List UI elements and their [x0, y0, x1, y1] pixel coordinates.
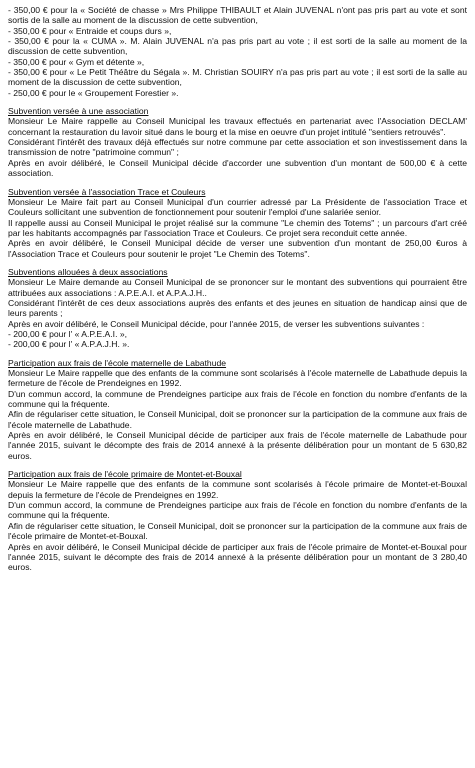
paragraph: Après en avoir délibéré, le Conseil Municipal décide d'accorder une subvention d'un montant de 500,00 € à cette association. — [8, 157, 467, 179]
paragraph: Considérant l'intérêt de ces deux associations auprès des enfants et des jeunes en situation de handicap ainsi que de leurs parents ; — [8, 297, 467, 319]
labathude-school-section — [8, 358, 467, 461]
paragraph: - 350,00 € pour « Gym et détente », — [8, 56, 145, 67]
paragraph: - 350,00 € pour « Entraide et coups durs », — [8, 25, 172, 36]
paragraph: Après en avoir délibéré, le Conseil Municipal décide de participer aux frais de l'école maternelle de Labathude pour l'année 2015, suivant le décompte des frais de 2014 annexé à la présente délibération pour un montant de 5 630,82 euros. — [8, 430, 467, 461]
paragraph: Monsieur Le Maire rappelle que des enfants de la commune sont scolarisés à l'école primaire de Montet-et-Bouxal depuis la fermeture de l'école de Prendeignes en 1992. — [8, 479, 467, 500]
paragraph: Il rappelle aussi au Conseil Municipal le projet réalisé sur la commune "Le chemin des Totems" ; un parcours d'art créé par les habitants accompagnés par l'association Trace et Couleurs. Ce projet sera reconduit cette année. — [8, 217, 467, 238]
paragraph: - 350,00 € pour la « CUMA ». M. Alain JUVENAL n'a pas pris part au vote ; il est sorti de la salle au moment de la discussion de cette subvention, — [8, 36, 467, 57]
section-heading: Participation aux frais de l'école primaire de Montet-et-Bouxal — [8, 469, 242, 480]
section-heading: Subvention versée à l'association Trace et Couleurs — [8, 186, 206, 197]
paragraph: - 350,00 € pour « Le Petit Théâtre du Ségala ». M. Christian SOUIRY n'a pas pris part au vote ; il est sorti de la salle au moment de la discussion de cette subvention, — [8, 67, 467, 88]
paragraph: Monsieur Le Maire rappelle que des enfants de la commune sont scolarisés à l'école maternelle de Labathude depuis la fermeture de l'école de Prendeignes en 1992. — [8, 368, 467, 389]
paragraph: Après en avoir délibéré, le Conseil Municipal décide de verser une subvention d'un montant de 250,00 €uros à l'Association Trace et Couleurs pour soutenir le projet "Le Chemin des Totems". — [8, 238, 467, 259]
paragraph: D'un commun accord, la commune de Prendeignes participe aux frais de l'école en fonction du nombre d'enfants de la commune qui la fréquente. — [8, 500, 467, 521]
section-heading: Participation aux frais de l'école maternelle de Labathude — [8, 357, 227, 368]
paragraph: - 200,00 € pour l' « A.P.A.J.H. ». — [8, 339, 130, 350]
two-associations-section — [8, 267, 467, 350]
paragraph: - 200,00 € pour l' « A.P.E.A.I. », — [8, 328, 128, 339]
paragraph: Afin de régulariser cette situation, le Conseil Municipal, doit se prononcer sur la participation de la commune aux frais de l'école maternelle de Labathude. — [8, 409, 467, 430]
paragraph: Considérant l'intérêt des travaux déjà effectués sur notre commune par cette association et son investissement dans la transmission de notre "patrimoine commun" ; — [8, 137, 467, 158]
trace-couleurs-section — [8, 187, 467, 259]
paragraph: - 250,00 € pour le « Groupement Forestier ». — [8, 87, 179, 98]
paragraph: Afin de régulariser cette situation, le Conseil Municipal, doit se prononcer sur la participation de la commune aux frais de l'école primaire de Montet-et-Bouxal. — [8, 520, 467, 542]
declam-subsidy-section — [8, 106, 467, 178]
paragraph: Monsieur Le Maire fait part au Conseil Municipal d'un courrier adressé par La Présidente de l'association Trace et Couleurs sollicitant une subvention de fonctionnement pour soutenir l'emploi d'une salariée senior. — [8, 196, 467, 218]
paragraph: Après en avoir délibéré, le Conseil Municipal décide, pour l'année 2015, de verser les subventions suivantes : — [8, 318, 425, 329]
section-heading: Subvention versée à une association — [8, 106, 149, 117]
section-heading: Subventions allouées à deux associations — [8, 266, 168, 277]
paragraph: Après en avoir délibéré, le Conseil Municipal décide de participer aux frais de l'école primaire de Montet-et-Bouxal pour l'année 2015, suivant le décompte des frais de 2014 annexé à la présente délibération pour un montant de 3 280,40 euros. — [8, 541, 467, 573]
paragraph: - 350,00 € pour la « Société de chasse » Mrs Philippe THIBAULT et Alain JUVENAL n'ont pas pris part au vote et sont sortis de la salle au moment de la discussion de cette subvention, — [8, 5, 467, 26]
montet-bouxal-school-section — [8, 469, 467, 572]
subsidies-list-section — [8, 5, 467, 98]
paragraph: D'un commun accord, la commune de Prendeignes participe aux frais de l'école en fonction du nombre d'enfants de la commune qui la fréquente. — [8, 388, 467, 410]
paragraph: Monsieur Le Maire demande au Conseil Municipal de se prononcer sur le montant des subventions qui pourraient être attribuées aux associations : A.P.E.A.I. et A.P.A.J.H.. — [8, 277, 467, 298]
paragraph: Monsieur Le Maire rappelle au Conseil Municipal les travaux effectués en partenariat avec l'Association DECLAM' concernant la restauration du lavoir situé dans le bourg et la mise en oeuvre d'un projet intitulé "sentiers retrouvés". — [8, 116, 467, 137]
